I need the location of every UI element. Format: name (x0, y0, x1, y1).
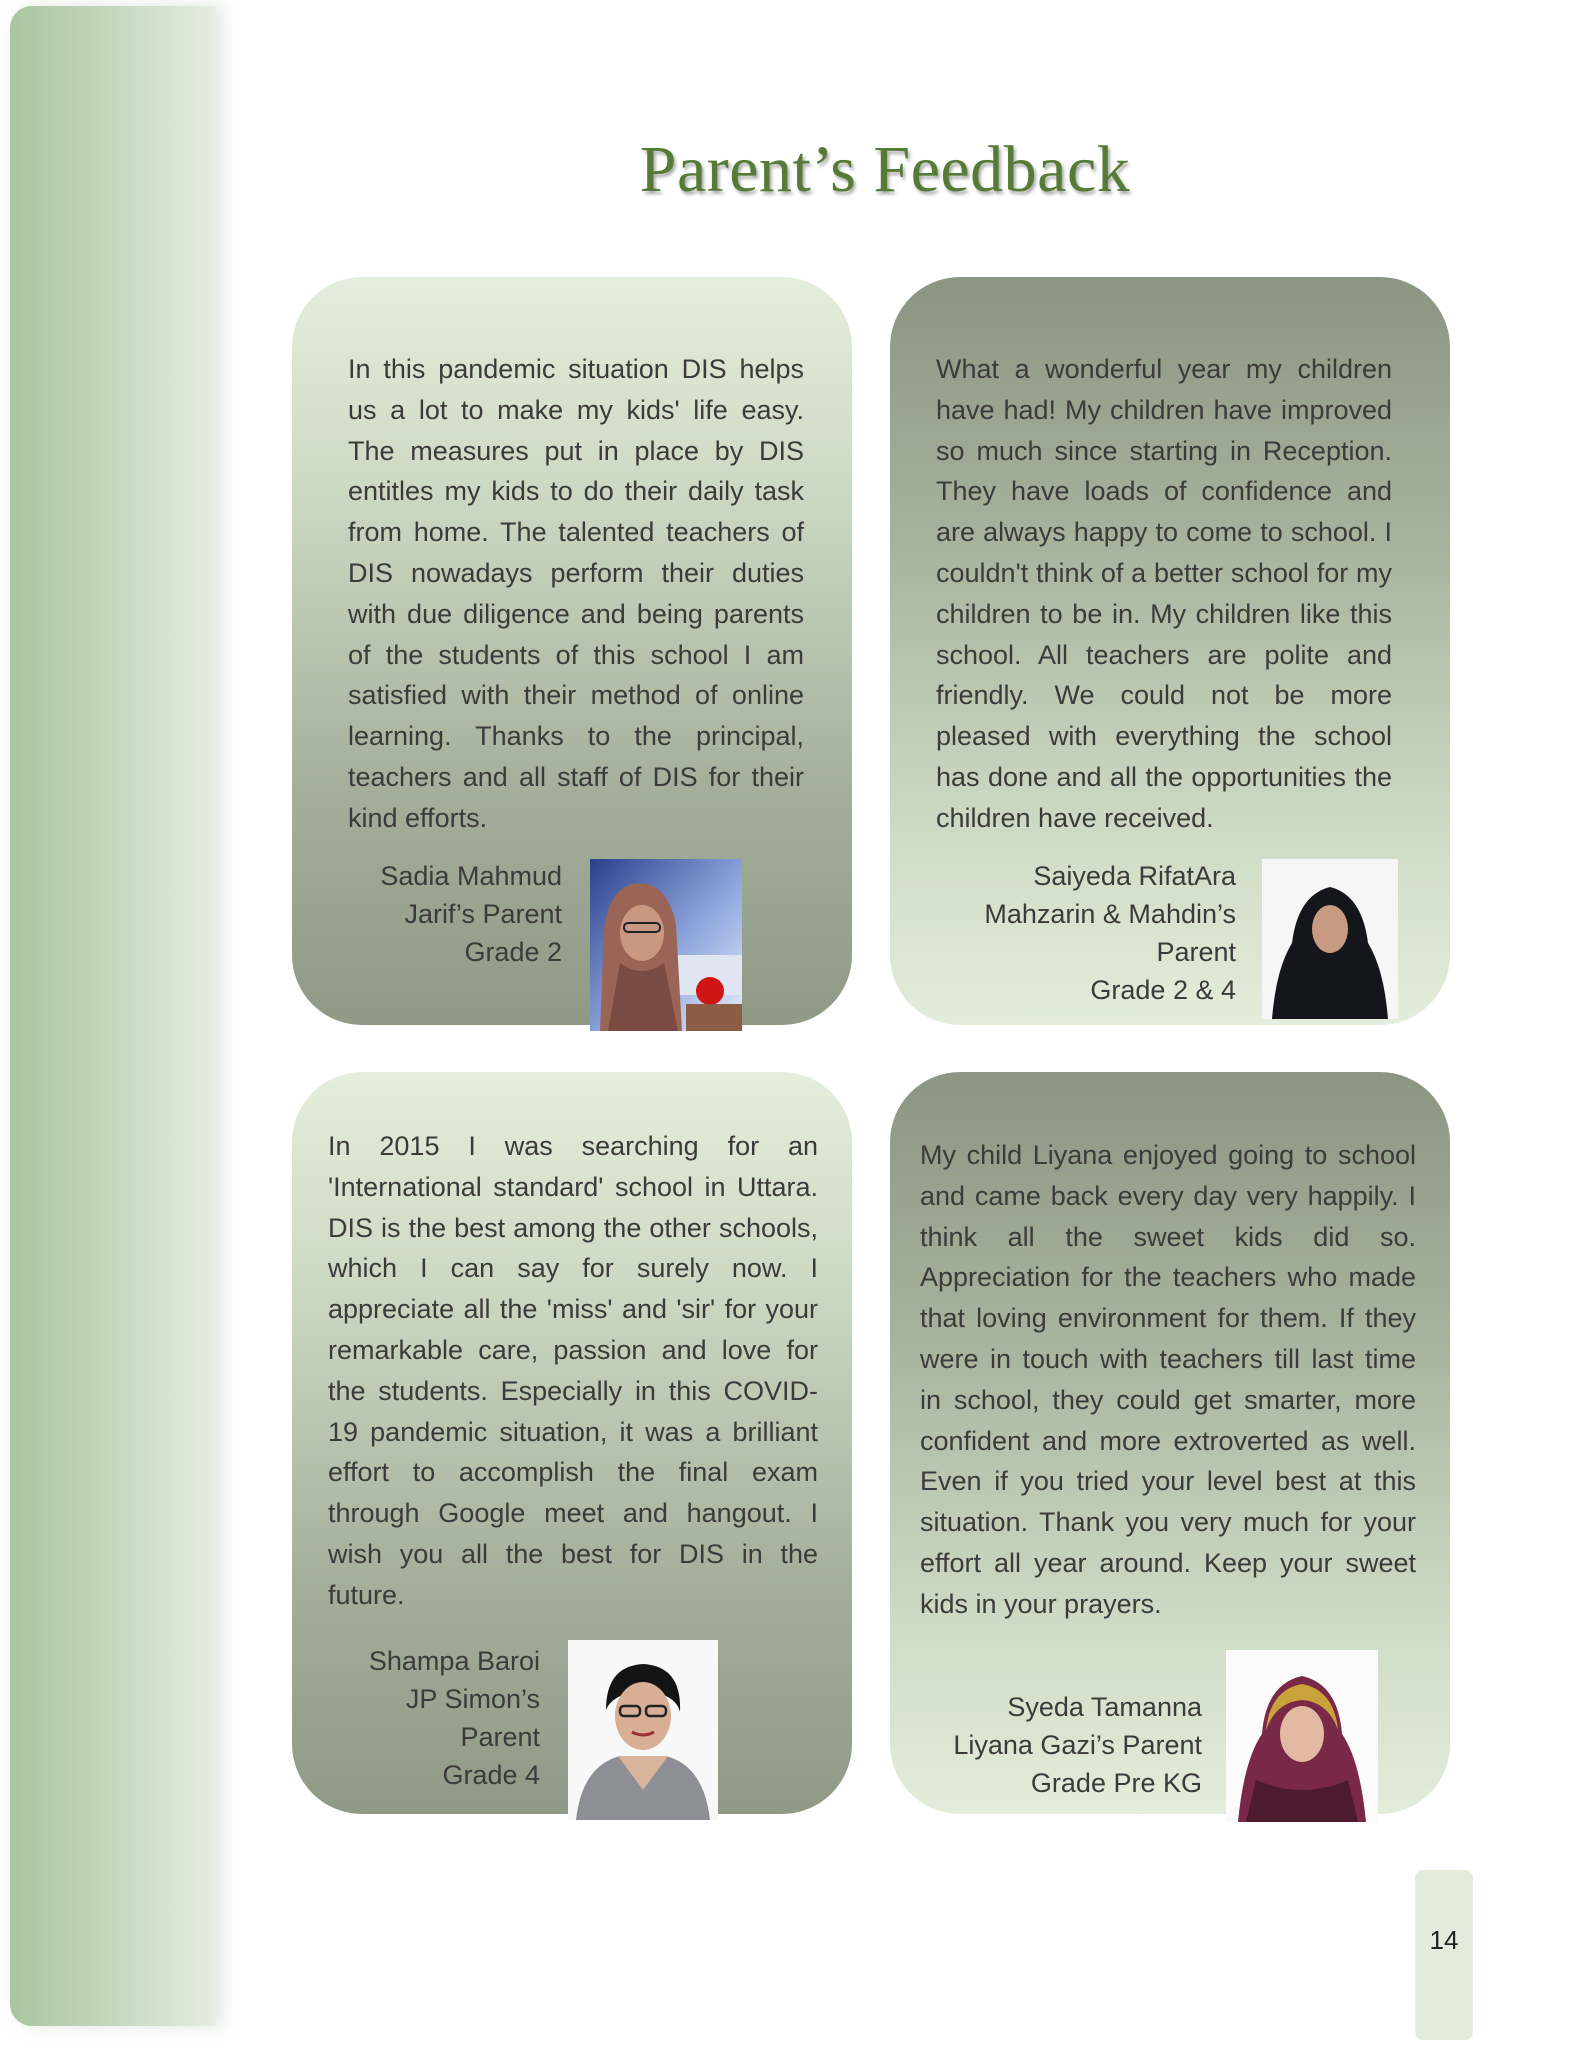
parent-relation: Mahzarin & Mahdin’s (984, 899, 1236, 929)
parent-name: Saiyeda RifatAra (1033, 861, 1236, 891)
parent-relation-cont: Parent (1156, 937, 1236, 967)
feedback-signature (369, 1642, 540, 1794)
parent-relation: Jarif’s Parent (404, 899, 562, 929)
feedback-signature (984, 857, 1236, 1009)
page-number: 14 (1429, 1925, 1459, 1955)
parent-name: Shampa Baroi (368, 1646, 540, 1676)
parent-photo (590, 859, 742, 1031)
parent-relation: JP Simon’s (405, 1684, 540, 1714)
parent-relation: Liyana Gazi’s Parent (953, 1730, 1202, 1760)
parent-name: Syeda Tamanna (1007, 1692, 1202, 1722)
feedback-quote: In 2015 I was searching for an 'International standard' school in Uttara. DIS is the best among the other schools, which I can say for surely now. I appreciate all the 'miss' and 'sir' for your remarkable care, passion and love for the students. Especially in this COVID-19 pandemic situation, it was a brilliant effort to accomplish the final exam through Google meet and hangout. I wish you all the best for DIS in the future. (328, 1131, 818, 1610)
feedback-quote: What a wonderful year my children have had! My children have improved so much since starting in Reception. They have loads of confidence and are always happy to come to school. I couldn't think of a better school for my children to be in. My children like this school. All teachers are polite and friendly. We could not be more pleased with everything the school has done and all the opportunities the children have received. (936, 354, 1392, 833)
parent-photo (1226, 1650, 1378, 1822)
parent-photo (1262, 859, 1398, 1019)
child-grade: Grade Pre KG (1030, 1768, 1202, 1798)
feedback-card-saiyeda (890, 277, 1450, 1025)
parent-relation-cont: Parent (460, 1722, 540, 1752)
feedback-card-sadia (292, 277, 852, 1025)
feedback-signature (380, 857, 562, 971)
parent-name: Sadia Mahmud (380, 861, 562, 891)
decorative-side-band (10, 6, 216, 2026)
feedback-quote: My child Liyana enjoyed going to school and came back every day very happily. I think all the sweet kids did so. Appreciation for the teachers who made that loving environment for them. If they were in touch with teachers till last time in school, they could get smarter, more confident and more extroverted as well. Even if you tried your level best at this situation. Thank you very much for your effort all year around. Keep your sweet kids in your prayers. (920, 1140, 1416, 1619)
feedback-signature (953, 1688, 1202, 1802)
parent-photo (568, 1640, 718, 1820)
page-title: Parent’s Feedback (639, 133, 1131, 206)
child-grade: Grade 2 (464, 937, 562, 967)
feedback-quote: In this pandemic situation DIS helps us a lot to make my kids' life easy. The measures put in place by DIS entitles my kids to do their daily task from home. The talented teachers of DIS nowadays perform their duties with due diligence and being parents of the students of this school I am satisfied with their method of online learning. Thanks to the principal, teachers and all staff of DIS for their kind efforts. (348, 354, 804, 833)
feedback-card-syeda (890, 1072, 1450, 1814)
feedback-card-shampa (292, 1072, 852, 1814)
page-number-tab (1415, 1870, 1473, 2040)
child-grade: Grade 4 (442, 1760, 540, 1790)
child-grade: Grade 2 & 4 (1090, 975, 1236, 1005)
